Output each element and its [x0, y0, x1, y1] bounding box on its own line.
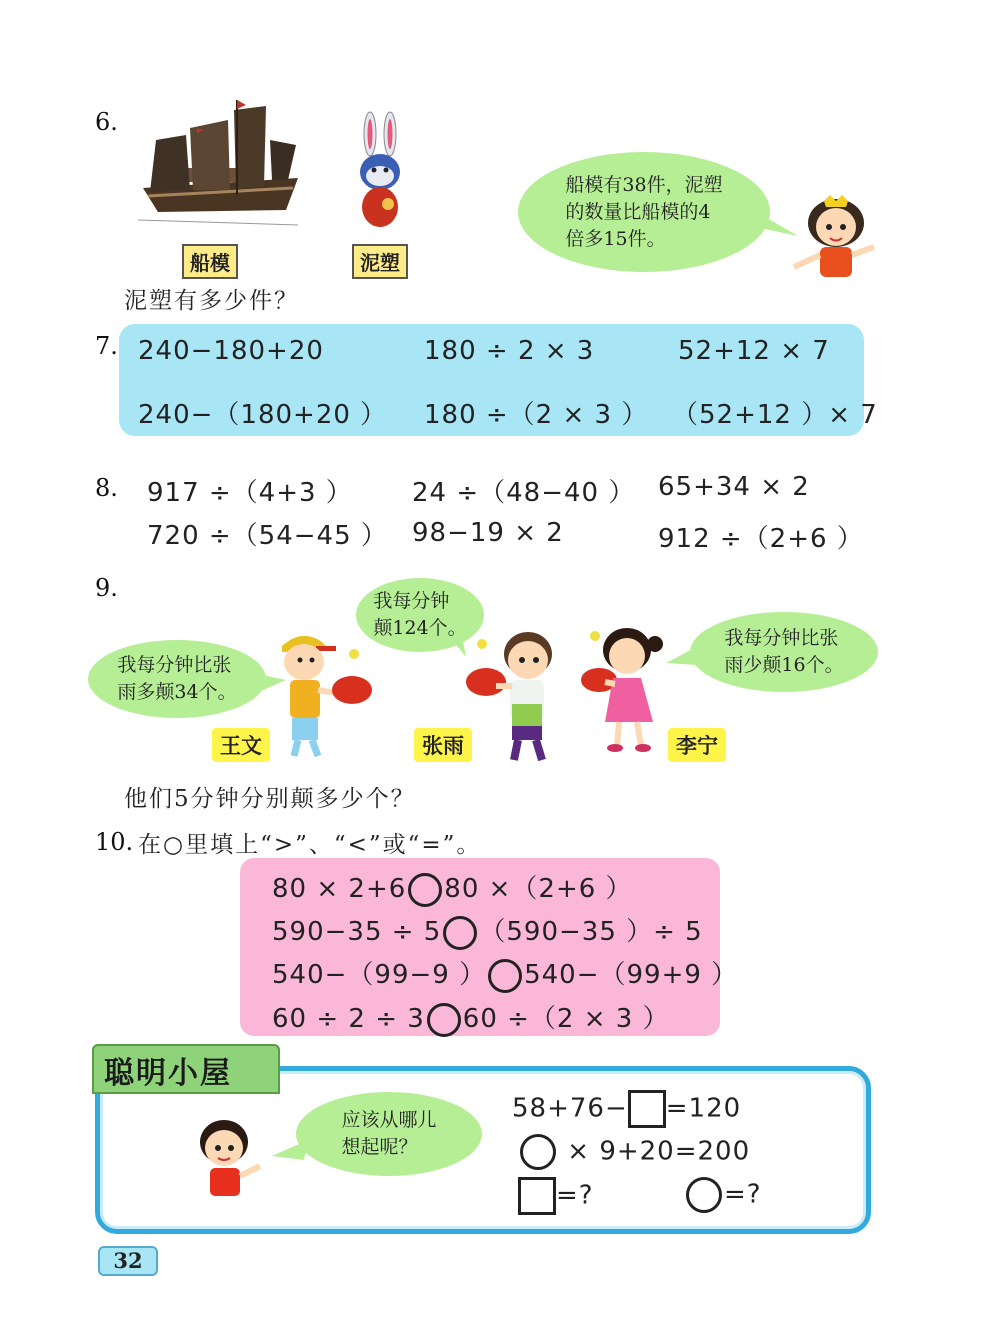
question-7-number: 7. [95, 332, 118, 360]
smart-house-equation-1: 58+76− =120 [512, 1090, 741, 1128]
q10-row-4: 60 ÷ 2 ÷ 3 60 ÷（2 × 3 ） [272, 998, 670, 1037]
answer-circle-2[interactable] [443, 916, 477, 950]
q7-expr-r1c1: 240−180+20 [138, 336, 324, 366]
speech-bubble-lining: 我每分钟比张 雨少颠16个。 [690, 612, 878, 692]
name-label-wangwen: 王文 [212, 728, 270, 762]
question-9-number: 9. [95, 574, 118, 602]
q7-expr-r1c2: 180 ÷ 2 × 3 [424, 336, 595, 366]
smart-house-ask-square: =? [518, 1177, 594, 1215]
answer-circle-4[interactable] [427, 1003, 461, 1037]
q7-expr-r2c2: 180 ÷（2 × 3 ） [424, 400, 649, 430]
speech-bubble-smart-house: 应该从哪儿 想起呢？ [296, 1092, 482, 1176]
q8-expr-r2c1: 720 ÷（54−45 ） [147, 521, 388, 551]
q10-row-3: 540−（99−9 ） 540−（99+9 ） [272, 954, 738, 993]
smart-house-title: 聪明小屋 [104, 1056, 232, 1091]
smart-house-equation-2: × 9+20=200 [518, 1134, 750, 1170]
square-symbol [518, 1177, 556, 1215]
speech-bubble-q6: 船模有38件，泥塑 的数量比船模的4 倍多15件。 [518, 152, 770, 272]
q10-row-1: 80 × 2+6 80 ×（2+6 ） [272, 868, 633, 907]
question-9-text: 他们5分钟分别颠多少个？ [124, 786, 416, 812]
q8-expr-r1c3: 65+34 × 2 [658, 472, 810, 502]
q8-expr-r2c2: 98−19 × 2 [412, 518, 564, 548]
question-10-number: 10. [95, 828, 134, 856]
name-label-zhangyu: 张雨 [414, 728, 472, 762]
ship-model-image [138, 100, 303, 232]
q10-row-2: 590−35 ÷ 5 （590−35 ）÷ 5 [272, 911, 703, 950]
answer-circle-smart[interactable] [520, 1134, 556, 1170]
answer-circle-3[interactable] [488, 959, 522, 993]
boy-zhangyu-character [462, 628, 562, 768]
boy-wangwen-character [272, 628, 382, 763]
question-10-instruction: 在○里填上“>”、“<”或“=”。 [138, 832, 482, 858]
q7-expr-r2c1: 240−（180+20 ） [138, 400, 388, 430]
question-6-number: 6. [95, 108, 118, 136]
ship-model-label: 船模 [182, 244, 238, 279]
girl-lining-character [575, 622, 675, 757]
question-6-text: 泥塑有多少件？ [124, 288, 299, 314]
page-number: 32 [98, 1246, 158, 1276]
q8-expr-r1c2: 24 ÷（48−40 ） [412, 478, 636, 508]
question-8-number: 8. [95, 474, 118, 502]
answer-circle-1[interactable] [408, 873, 442, 907]
q8-expr-r1c1: 917 ÷（4+3 ） [147, 478, 353, 508]
speech-bubble-zhangyu: 我每分钟 颠124个。 [356, 578, 484, 652]
q8-expr-r2c3: 912 ÷（2+6 ） [658, 524, 864, 554]
circle-symbol [686, 1177, 722, 1213]
q7-expr-r2c3: （52+12 ）× 7 [672, 400, 878, 430]
clay-model-label: 泥塑 [352, 244, 408, 279]
speech-bubble-wangwen: 我每分钟比张 雨多颠34个。 [88, 640, 266, 718]
answer-square[interactable] [628, 1090, 666, 1128]
clay-rabbit-image [350, 112, 410, 230]
thinking-boy-character [190, 1116, 270, 1196]
q7-expr-r1c3: 52+12 × 7 [678, 336, 830, 366]
girl-character [790, 195, 880, 277]
smart-house-ask-circle: =? [684, 1177, 762, 1213]
name-label-lining: 李宁 [668, 728, 726, 762]
